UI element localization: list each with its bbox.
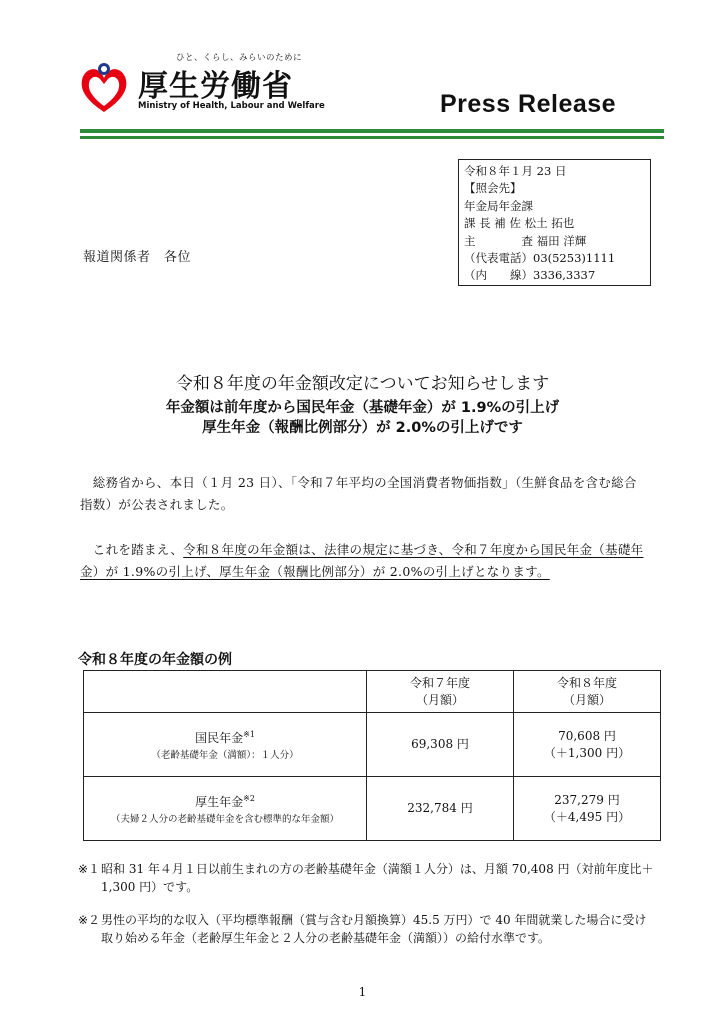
ministry-logo-icon [76,60,132,116]
footnote-text: 男性の平均的な収入（平均標準報酬（賞与含む月額換算）45.5 万円）で 40 年間就業した場合に受け取り始める年金（老齢厚生年金と２人分の老齢基礎年金（満額））の給付水準です。 [101,913,647,945]
header-rule-bottom [80,136,664,139]
table-row [84,713,661,777]
document-subtitle-2: 厚生年金（報酬比例部分）が 2.0%の引上げです [202,420,523,436]
contact-date: 令和８年１月 23 日 [464,164,567,178]
contact-box [458,159,651,286]
table-cell-prev: 69,308 円 [367,713,514,777]
table-cell-prev: 232,784 円 [367,777,514,841]
press-release-title: Press Release [440,90,617,118]
table-corner-cell [84,671,367,713]
table-cell-curr: 70,608 円 （＋1,300 円） [514,713,661,777]
contact-person-2: 主 査 福田 洋輝 [464,233,587,248]
logo-name: 厚生労働省 [138,69,293,104]
table-header-curr: 令和８年度 （月額） [514,671,661,713]
table-row-label: 厚生年金$^{※2}$ （夫婦２人分の老齢基礎年金を含む標準的な年金額） [84,777,367,841]
body-paragraph-1: 総務省から、本日（１月 23 日）、「令和７年平均の全国消費者物価指数」（生鮮食品を含む総合指数）が公表されました。 [80,475,637,512]
table-header-prev: 令和７年度 （月額） [367,671,514,713]
body-paragraph-2-lead: これを踏まえ、 [80,542,184,557]
table-row [84,777,661,841]
table-cell-curr: 237,279 円 （＋4,495 円） [514,777,661,841]
logo-english-name: Ministry of Health, Labour and Welfare [138,101,325,111]
contact-department: 年金局年金課 [464,198,533,213]
table-header-row [84,671,661,713]
body-paragraph-2-underlined: 令和８年度の年金額は、法律の規定に基づき、令和７年度から国民年金（基礎年金）が 1.9%の引上げ、厚生年金（報酬比例部分）が 2.0%の引上げとなります。 [80,542,644,579]
footnote-mark: ※２ [78,913,101,927]
contact-main-phone: （代表電話）03(5253)1111 [464,251,616,266]
footnote-2 [78,911,658,947]
header-rule-top [80,129,664,133]
footnote-mark: ※１ [78,862,101,876]
section-heading: 令和８年度の年金額の例 [78,652,232,668]
document-subtitle-1: 年金額は前年度から国民年金（基礎年金）が 1.9%の引上げ [165,400,560,416]
body-paragraph-2 [80,539,646,582]
footnote-text: 昭和 31 年４月１日以前生まれの方の老齢基礎年金（満額１人分）は、月額 70,408 円（対前年度比＋1,300 円）です。 [101,862,654,894]
contact-extension: （内 線）3336,3337 [464,268,596,283]
addressee: 報道関係者 各位 [83,250,192,265]
logo-tagline: ひと、くらし、みらいのために [176,53,303,63]
contact-person-1: 課 長 補 佐 松土 拓也 [464,216,575,231]
footnote-1 [78,860,658,896]
table-row-label: 国民年金$^{※1}$ （老齢基礎年金（満額）：１人分） [84,713,367,777]
document-title: 令和８年度の年金額改定についてお知らせします [175,374,550,394]
contact-heading: 【照会先】 [464,181,522,196]
pension-amount-table [83,670,661,841]
page-number: 1 [358,985,367,999]
